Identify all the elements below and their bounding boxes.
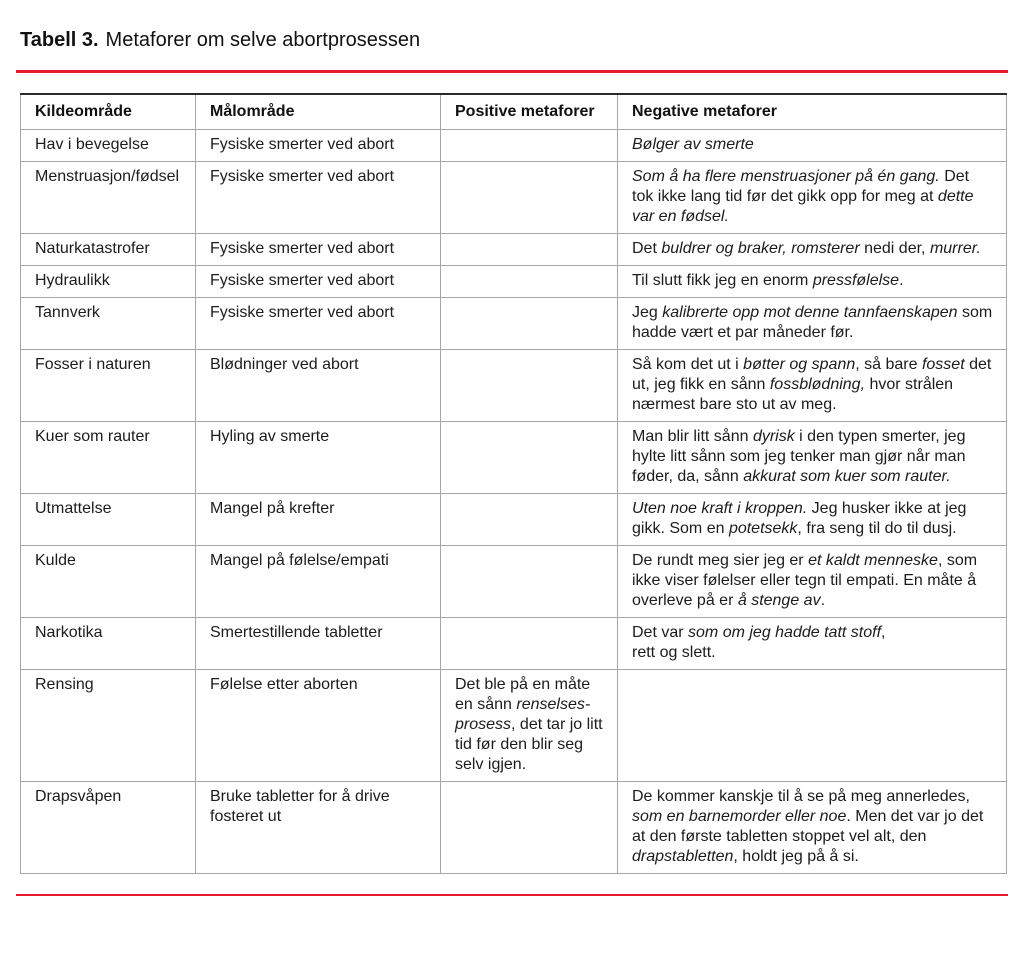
table-row — [21, 162, 1007, 234]
cell-target-domain: Mangel på krefter — [196, 494, 441, 546]
header-target-domain: Målområde — [196, 94, 441, 130]
cell-target-domain: Fysiske smerter ved abort — [196, 234, 441, 266]
cell-positive-metaphors — [441, 546, 618, 618]
metaphor-quote-text: , fra seng til do til dusj. — [797, 520, 957, 537]
table-row — [21, 782, 1007, 874]
cell-target-domain: Følelse etter aborten — [196, 670, 441, 782]
metaphor-quote-italic: murrer. — [929, 240, 981, 257]
cell-positive-metaphors — [441, 266, 618, 298]
header-source-domain: Kildeområde — [21, 94, 196, 130]
metaphor-quote-text: Så kom det ut i — [632, 356, 744, 373]
cell-source-domain: Kuer som rauter — [21, 422, 196, 494]
table-row — [21, 130, 1007, 162]
cell-source-domain: Utmattelse — [21, 494, 196, 546]
cell-positive-metaphors — [441, 494, 618, 546]
metaphor-quote-italic: kalibrerte opp mot denne tannfaenskapen — [662, 304, 958, 321]
table-row — [21, 494, 1007, 546]
cell-source-domain: Hydraulikk — [21, 266, 196, 298]
table-row — [21, 618, 1007, 670]
cell-source-domain: Naturkatastrofer — [21, 234, 196, 266]
cell-negative-metaphors — [618, 670, 1007, 782]
table-body — [21, 130, 1007, 874]
metaphor-quote-italic: et kaldt menneske — [808, 552, 938, 569]
cell-target-domain: Blødninger ved abort — [196, 350, 441, 422]
metaphor-quote-text: . — [899, 272, 904, 289]
metaphor-quote-text: Det — [632, 240, 662, 257]
table-row — [21, 670, 1007, 782]
cell-negative-metaphors — [618, 266, 1007, 298]
caption-label: Tabell 3. — [20, 29, 99, 51]
metaphor-quote-italic: buldrer og braker, romsterer — [661, 240, 860, 257]
cell-target-domain: Bruke tabletter for å drive fosteret ut — [196, 782, 441, 874]
cell-negative-metaphors — [618, 350, 1007, 422]
metaphor-quote-text: rett og slett. — [632, 644, 716, 661]
metaphor-quote-text: Man blir litt sånn — [632, 428, 753, 445]
metaphor-quote-italic: som om jeg hadde tatt stoff — [688, 624, 882, 641]
metaphor-quote-text: . — [820, 592, 826, 609]
cell-source-domain: Tannverk — [21, 298, 196, 350]
cell-source-domain: Menstruasjon/fødsel — [21, 162, 196, 234]
metaphor-quote-text: hvor strålen nærmest bare sto ut av meg. — [632, 376, 954, 413]
bottom-rule — [16, 894, 1008, 896]
metaphor-quote-text: , holdt jeg på å si. — [733, 848, 859, 865]
cell-target-domain: Fysiske smerter ved abort — [196, 162, 441, 234]
metaphor-quote-italic: pressfølelse — [812, 272, 900, 289]
cell-negative-metaphors — [618, 618, 1007, 670]
cell-negative-metaphors — [618, 162, 1007, 234]
caption-text: Metaforer om selve abortprosessen — [105, 29, 421, 51]
metaphor-quote-italic: bøtter og spann — [743, 356, 856, 373]
metaphor-quote-text: , det tar jo litt tid før den blir seg selv igjen. — [455, 716, 603, 773]
cell-positive-metaphors — [441, 618, 618, 670]
metaphor-quote-italic: dette var en fødsel. — [632, 188, 974, 225]
metaphor-quote-text: Til slutt fikk jeg en enorm — [632, 272, 813, 289]
metaphor-quote-text: Jeg — [632, 304, 663, 321]
cell-negative-metaphors — [618, 782, 1007, 874]
cell-negative-metaphors — [618, 298, 1007, 350]
metaphor-quote-italic: renselsesprosess — [455, 696, 591, 733]
metaphor-quote-text: De kommer kanskje til å se på meg annerledes, — [632, 788, 970, 805]
cell-positive-metaphors — [441, 162, 618, 234]
cell-positive-metaphors — [441, 130, 618, 162]
header-positive-metaphors: Positive metaforer — [441, 94, 618, 130]
top-rule — [16, 70, 1008, 73]
cell-source-domain: Rensing — [21, 670, 196, 782]
metaphor-quote-italic: potetsekk — [728, 520, 798, 537]
header-negative-metaphors: Negative metaforer — [618, 94, 1007, 130]
metaphor-quote-text: det ut, jeg fikk en sånn — [632, 356, 992, 393]
cell-source-domain: Hav i bevegelse — [21, 130, 196, 162]
metaphor-quote-italic: drapstabletten — [632, 848, 734, 865]
metaphor-quote-italic: Bølger av smerte — [632, 136, 754, 153]
cell-source-domain: Narkotika — [21, 618, 196, 670]
metaphor-quote-italic: fosset — [921, 356, 965, 373]
metaphor-quote-text: Jeg husker ikke at jeg gikk. Som en — [632, 500, 967, 537]
metaphor-quote-text: nedi der, — [859, 240, 930, 257]
cell-negative-metaphors — [618, 234, 1007, 266]
cell-negative-metaphors — [618, 422, 1007, 494]
cell-positive-metaphors — [441, 422, 618, 494]
cell-target-domain: Fysiske smerter ved abort — [196, 266, 441, 298]
metaphor-quote-italic: Som å ha flere menstruasjoner på én gang. — [632, 168, 940, 185]
cell-target-domain: Smertestillende tabletter — [196, 618, 441, 670]
cell-negative-metaphors — [618, 494, 1007, 546]
metaphor-quote-text: Det ble på en måte en sånn — [455, 676, 591, 713]
metaphor-quote-text: Det tok ikke lang tid før det gikk opp for meg at — [632, 168, 970, 205]
cell-positive-metaphors — [441, 234, 618, 266]
cell-target-domain: Mangel på følelse/empati — [196, 546, 441, 618]
metaphor-quote-text: Det var — [632, 624, 689, 641]
metaphor-quote-text: , — [881, 624, 886, 641]
table-row — [21, 350, 1007, 422]
metaphor-quote-text: De rundt meg sier jeg er — [632, 552, 809, 569]
metaphor-quote-text: . Men det var jo det at den første tabletten stoppet vel alt, den — [632, 808, 984, 845]
metaphor-quote-italic: som en barnemorder eller noe — [632, 808, 847, 825]
metaphor-quote-italic: akkurat som kuer som rauter. — [743, 468, 951, 485]
cell-positive-metaphors — [441, 350, 618, 422]
cell-negative-metaphors — [618, 546, 1007, 618]
table-row — [21, 422, 1007, 494]
cell-source-domain: Kulde — [21, 546, 196, 618]
cell-target-domain: Fysiske smerter ved abort — [196, 130, 441, 162]
cell-source-domain: Fosser i naturen — [21, 350, 196, 422]
metaphor-quote-text: , som ikke viser følelser eller tegn til empati. En måte å overleve på er — [632, 552, 978, 609]
cell-source-domain: Drapsvåpen — [21, 782, 196, 874]
metaphor-quote-italic: fossblødning, — [769, 376, 866, 393]
cell-positive-metaphors — [441, 782, 618, 874]
metaphor-quote-italic: Uten noe kraft i kroppen. — [632, 500, 808, 517]
metaphor-quote-italic: dyrisk — [752, 428, 795, 445]
table-row — [21, 234, 1007, 266]
table-caption — [20, 28, 1008, 52]
cell-target-domain: Hyling av smerte — [196, 422, 441, 494]
cell-negative-metaphors — [618, 130, 1007, 162]
table-row — [21, 266, 1007, 298]
metaphor-quote-text: som hadde vært et par måneder før. — [632, 304, 993, 341]
metaphor-quote-text: , så bare — [855, 356, 922, 373]
cell-positive-metaphors — [441, 298, 618, 350]
metaphor-quote-italic: å stenge av — [737, 592, 821, 609]
table-row — [21, 546, 1007, 618]
metaphor-table — [20, 93, 1007, 874]
metaphor-quote-text: i den typen smerter, jeg hylte litt sånn som jeg tenker man gjør når man føder, da, sånn — [632, 428, 966, 485]
table-header-row — [21, 94, 1007, 130]
cell-target-domain: Fysiske smerter ved abort — [196, 298, 441, 350]
cell-positive-metaphors — [441, 670, 618, 782]
table-row — [21, 298, 1007, 350]
